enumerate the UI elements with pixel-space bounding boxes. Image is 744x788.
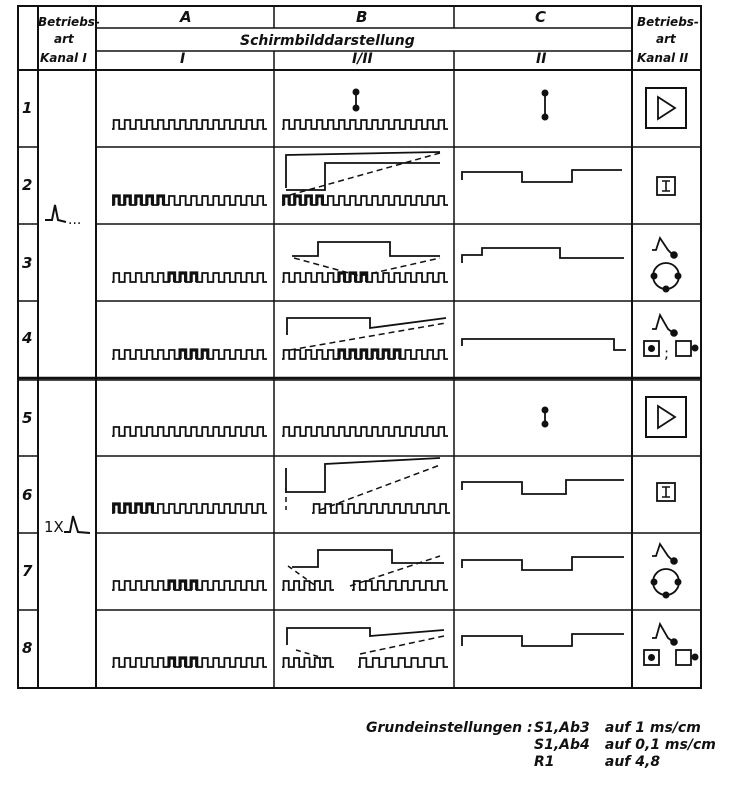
- header-col-C: C: [535, 8, 547, 26]
- dot-marker-end: [543, 91, 548, 96]
- channel2-waveform: [462, 170, 622, 182]
- pulse-train: [282, 120, 448, 129]
- header-right-1: Betriebs-: [637, 15, 699, 29]
- settings-line: [534, 720, 701, 736]
- step-line: [292, 550, 444, 567]
- channel2-waveform: [462, 634, 624, 646]
- pulse-dot-box-icon-box-b-dot: [693, 346, 698, 351]
- step-line: [286, 458, 440, 492]
- pulse-train: [112, 658, 267, 667]
- pulse-train: [282, 581, 334, 590]
- play-triangle-icon: [646, 88, 686, 128]
- pulse-dot-box-icon-box-b: [676, 341, 691, 356]
- boxed-I-icon-glyph: [662, 181, 670, 191]
- pulse-cycle-icon: [652, 544, 672, 560]
- pulse-cycle-icon: [652, 238, 672, 254]
- boxed-I-icon-glyph: [662, 487, 670, 497]
- play-triangle-icon-glyph: [658, 406, 675, 428]
- row-number-4: 4: [22, 329, 33, 347]
- pulse-train-highlight: [169, 273, 197, 282]
- dot-marker-end: [354, 90, 359, 95]
- play-triangle-icon-glyph: [658, 97, 675, 119]
- single-pulse-symbol-upper: [45, 205, 66, 222]
- row-number-3: 3: [22, 254, 33, 272]
- dot-marker-end: [543, 422, 548, 427]
- pulse-dot-box-icon-dot: [671, 330, 677, 336]
- settings-key: S1,Ab3: [534, 720, 590, 736]
- header-left-1: Betriebs-: [38, 15, 100, 29]
- header-left-3: Kanal I: [40, 51, 87, 65]
- dot-marker-end: [543, 408, 548, 413]
- step-line: [286, 163, 440, 190]
- pulse-cycle-icon-arrow: [664, 593, 669, 598]
- group-label-upper: ...: [68, 212, 82, 228]
- pulse-cycle-icon-arrow: [676, 274, 681, 279]
- header-col-B: B: [356, 8, 368, 26]
- pulse-train-highlight: [114, 504, 153, 513]
- pulse-train: [282, 427, 448, 436]
- dot-marker-end: [543, 115, 548, 120]
- sweep-line: [296, 650, 330, 660]
- pulse-train: [352, 581, 448, 590]
- pulse-train-highlight: [169, 581, 197, 590]
- pulse-dot-box-icon: [652, 624, 672, 641]
- header-left-2: art: [54, 32, 74, 46]
- pulse-cycle-icon-dot: [671, 252, 677, 258]
- channel2-waveform: [462, 557, 624, 570]
- pulse-train-highlight: [284, 196, 323, 205]
- pulse-train-highlight: [339, 350, 400, 359]
- header-span-title: Schirmbilddarstellung: [240, 33, 415, 49]
- settings-key: S1,Ab4: [534, 737, 590, 753]
- sweep-line: [290, 323, 446, 350]
- group-label-lower: 1X: [44, 518, 64, 536]
- header-sub-C: II: [536, 51, 547, 67]
- pulse-cycle-icon-arrow: [652, 580, 657, 585]
- settings-value: auf 1 ms/cm: [604, 720, 701, 736]
- step-line: [292, 242, 440, 256]
- sweep-line: [290, 153, 440, 195]
- pulse-cycle-icon-arrow: [676, 580, 681, 585]
- pulse-train: [112, 120, 267, 129]
- header-sub-B: I/II: [352, 51, 373, 67]
- pulse-dot-box-icon-box-b: [676, 650, 691, 665]
- row-number-6: 6: [22, 486, 33, 504]
- row-number-2: 2: [22, 176, 33, 194]
- pulse-train: [112, 350, 267, 359]
- pulse-dot-box-icon: [652, 315, 672, 332]
- settings-key: R1: [534, 754, 555, 770]
- pulse-dot-box-icon-box-a-dot: [649, 346, 654, 351]
- settings-value: auf 4,8: [604, 754, 661, 770]
- settings-line: [534, 754, 660, 770]
- single-pulse-symbol-lower: [64, 516, 90, 533]
- pulse-cycle-icon-arrow: [664, 287, 669, 292]
- row-number-8: 8: [22, 639, 33, 657]
- header-right-3: Kanal II: [637, 51, 689, 65]
- sweep-line: [360, 636, 444, 654]
- pulse-train-highlight: [169, 658, 197, 667]
- pulse-train-highlight: [180, 350, 208, 359]
- channel2-waveform: [462, 339, 626, 350]
- row-number-1: 1: [22, 99, 33, 117]
- pulse-train: [112, 427, 267, 436]
- row-number-7: 7: [22, 562, 33, 580]
- pulse-cycle-icon-arrow: [652, 274, 657, 279]
- play-triangle-icon: [646, 397, 686, 437]
- step-line: [287, 628, 444, 645]
- pulse-train-highlight: [114, 196, 164, 205]
- settings-value: auf 0,1 ms/cm: [604, 737, 716, 753]
- ramp-top: [286, 152, 440, 188]
- pulse-train: [358, 658, 448, 667]
- channel2-waveform: [462, 480, 624, 494]
- icon-separator: ;: [664, 344, 670, 362]
- header-right-2: art: [656, 32, 676, 46]
- dot-marker-end: [354, 106, 359, 111]
- header-sub-A: I: [180, 51, 186, 67]
- pulse-dot-box-icon-dot: [671, 639, 677, 645]
- settings-line: [534, 737, 716, 753]
- channel2-waveform: [462, 248, 624, 263]
- row-number-5: 5: [22, 409, 33, 427]
- pulse-train: [112, 581, 267, 590]
- pulse-dot-box-icon-box-a-dot: [649, 655, 654, 660]
- header-col-A: A: [180, 8, 192, 26]
- pulse-cycle-icon-dot: [671, 558, 677, 564]
- pulse-train: [112, 273, 267, 282]
- pulse-dot-box-icon-box-b-dot: [693, 655, 698, 660]
- sweep-line: [288, 566, 316, 586]
- settings-label: Grundeinstellungen :: [366, 720, 533, 736]
